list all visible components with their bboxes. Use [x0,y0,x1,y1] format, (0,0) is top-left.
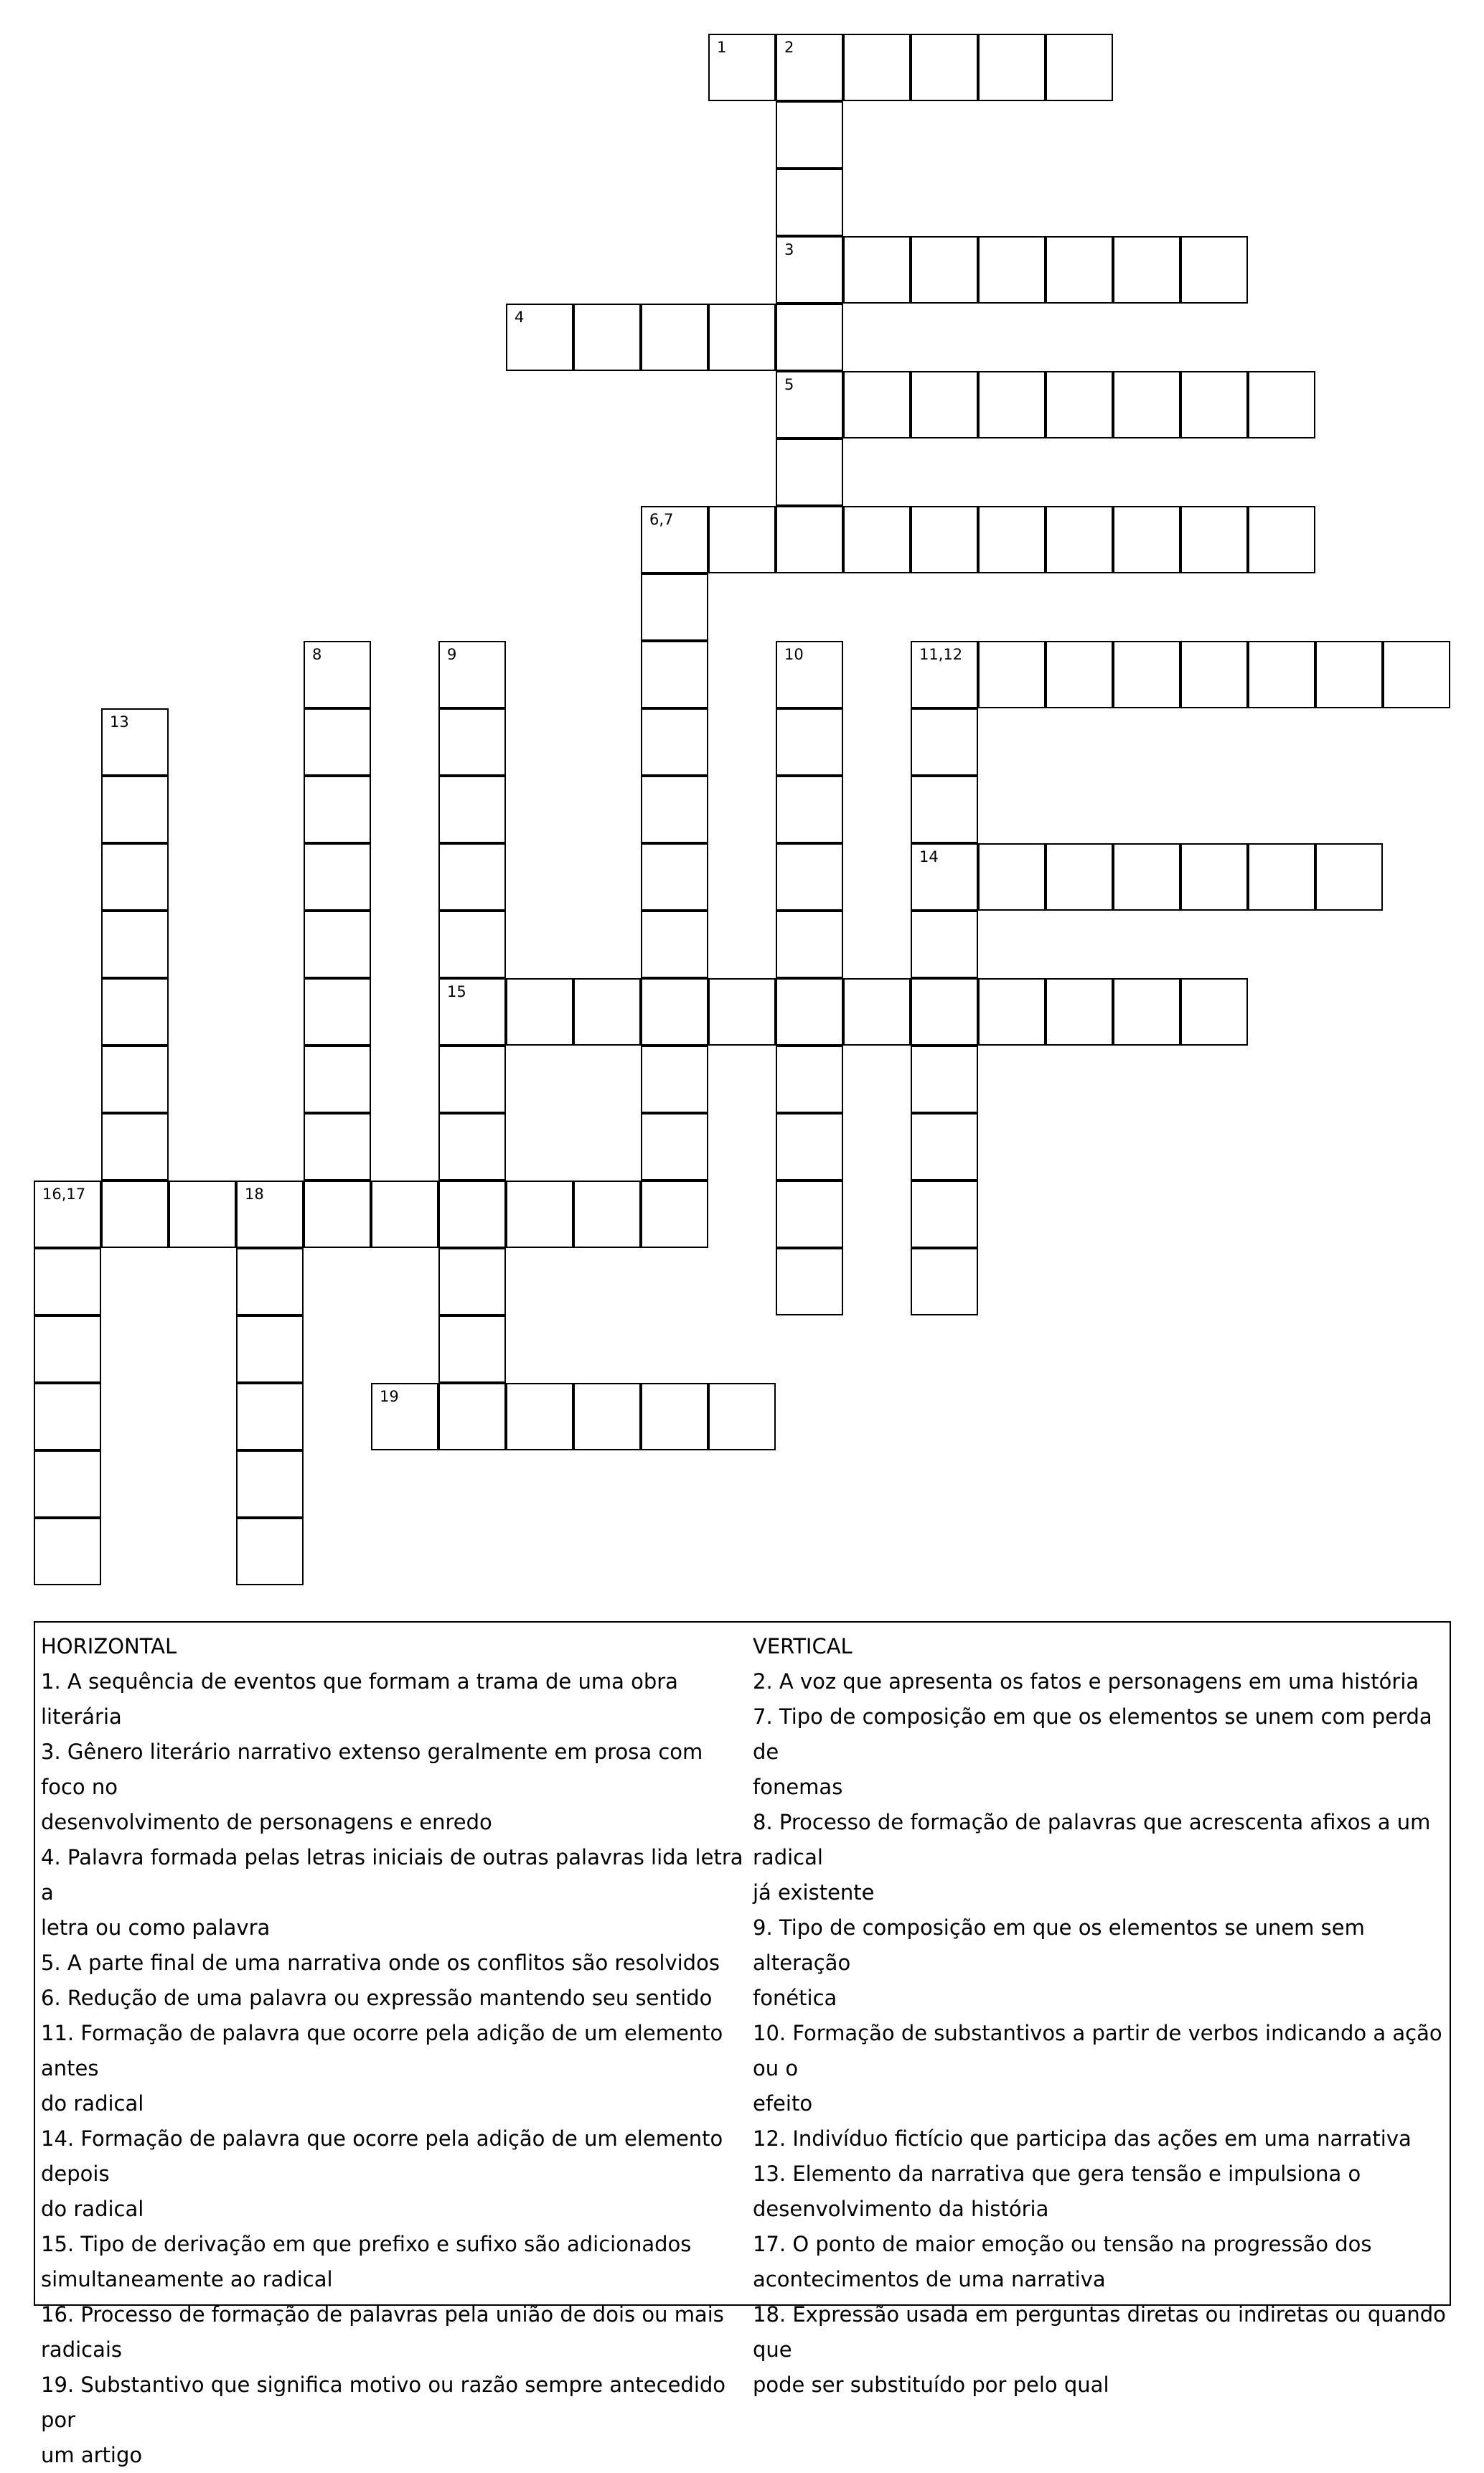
grid-cell[interactable] [911,911,978,978]
grid-cell[interactable] [236,1518,304,1585]
grid-cell[interactable] [34,1383,101,1450]
grid-cell[interactable] [776,911,843,978]
grid-cell[interactable] [304,978,371,1046]
grid-cell[interactable] [978,236,1046,304]
grid-cell[interactable] [506,1383,573,1450]
vertical-clues [753,1629,1449,2403]
clue-number: 19 [380,1388,399,1405]
grid-cell[interactable] [1180,371,1248,438]
grid-cell[interactable] [506,304,573,371]
grid-cell[interactable] [641,1046,708,1113]
clue-line: radicais [41,2337,123,2362]
clue-number: 13 [110,713,129,731]
grid-cell[interactable] [1113,641,1180,708]
grid-cell[interactable] [236,1248,304,1315]
grid-cell[interactable] [1046,641,1113,708]
grid-cell[interactable] [641,978,708,1046]
grid-cell[interactable] [1046,34,1113,101]
clue-line: simultaneamente ao radical [41,2267,333,2291]
clues-box [34,1621,1451,2467]
grid-cell[interactable] [776,304,843,371]
grid-cell[interactable] [101,843,169,911]
clue-line: 2. A voz que apresenta os fatos e personagens em uma história [753,1669,1419,1694]
clue-line: 15. Tipo de derivação em que prefixo e sufixo são adicionados [41,2232,692,2256]
grid-cell[interactable] [34,1518,101,1585]
clue-line: 1. A sequência de eventos que formam a trama de uma obra literária [41,1669,678,1729]
grid-cell[interactable] [978,34,1046,101]
clue-line: 13. Elemento da narrativa que gera tensão e impulsiona o [753,2162,1361,2186]
clue-line: já existente [753,1880,875,1905]
clue-line: 11. Formação de palavra que ocorre pela adição de um elemento antes [41,2021,723,2080]
grid-cell[interactable] [304,843,371,911]
grid-cell[interactable] [641,573,708,641]
grid-cell[interactable] [978,978,1046,1046]
grid-cell[interactable] [911,236,978,304]
grid-cell[interactable] [911,776,978,843]
clue-line: 10. Formação de substantivos a partir de verbos indicando a ação ou o [753,2021,1442,2080]
grid-cell[interactable] [641,911,708,978]
clue-line: desenvolvimento de personagens e enredo [41,1810,492,1834]
clue-line: 7. Tipo de composição em que os elementos se unem com perda de [753,1704,1432,1764]
grid-cell[interactable] [438,708,506,776]
grid-cell[interactable] [304,708,371,776]
grid-cell[interactable] [438,1383,506,1450]
grid-cell[interactable] [911,34,978,101]
clue-line: um artigo [41,2443,143,2467]
grid-cell[interactable] [169,1181,236,1248]
clue-line: 6. Redução de uma palavra ou expressão mantendo seu sentido [41,1986,713,2010]
grid-cell[interactable] [978,371,1046,438]
grid-cell[interactable] [1180,843,1248,911]
grid-cell[interactable] [101,911,169,978]
clue-heading: HORIZONTAL [41,1634,177,1658]
clue-line: 9. Tipo de composição em que os elementos se unem sem alteração [753,1915,1365,1975]
grid-cell[interactable] [506,1181,573,1248]
grid-cell[interactable] [776,101,843,169]
clue-line: fonemas [753,1775,843,1799]
grid-cell[interactable] [438,1046,506,1113]
grid-cell[interactable] [776,34,843,101]
grid-cell[interactable] [236,1383,304,1450]
grid-cell[interactable] [911,506,978,573]
clue-line: 14. Formação de palavra que ocorre pela adição de um elemento depois [41,2126,723,2186]
grid-cell[interactable] [438,911,506,978]
grid-cell[interactable] [34,1450,101,1518]
clue-line: 16. Processo de formação de palavras pela união de dois ou mais [41,2302,724,2327]
grid-cell[interactable] [101,978,169,1046]
grid-cell[interactable] [776,236,843,304]
grid-cell[interactable] [641,1181,708,1248]
clue-number: 9 [447,646,457,663]
clue-heading: VERTICAL [753,1634,853,1658]
clue-line: letra ou como palavra [41,1915,271,1940]
grid-cell[interactable] [843,506,911,573]
grid-cell[interactable] [776,438,843,506]
grid-cell[interactable] [438,1113,506,1181]
clue-line: 12. Indivíduo fictício que participa das ações em uma narrativa [753,2126,1412,2151]
grid-cell[interactable] [1113,236,1180,304]
grid-cell[interactable] [101,1113,169,1181]
grid-cell[interactable] [911,641,978,708]
grid-cell[interactable] [438,1181,506,1248]
grid-cell[interactable] [776,776,843,843]
horizontal-clues [41,1629,751,2473]
clue-number: 10 [784,646,804,663]
clue-number: 14 [919,848,939,865]
grid-cell[interactable] [506,978,573,1046]
grid-cell[interactable] [708,978,776,1046]
grid-cell[interactable] [641,641,708,708]
grid-cell[interactable] [101,708,169,776]
grid-cell[interactable] [641,776,708,843]
grid-cell[interactable] [776,1248,843,1315]
grid-cell[interactable] [1315,641,1383,708]
grid-cell[interactable] [911,978,978,1046]
clue-line: 4. Palavra formada pelas letras iniciais de outras palavras lida letra a [41,1845,743,1905]
grid-cell[interactable] [1046,506,1113,573]
grid-cell[interactable] [776,371,843,438]
grid-cell[interactable] [776,506,843,573]
grid-cell[interactable] [101,776,169,843]
clue-number: 15 [447,983,466,1000]
grid-cell[interactable] [1113,843,1180,911]
clue-line: pode ser substituído por pelo qual [753,2373,1109,2397]
grid-cell[interactable] [1113,506,1180,573]
grid-cell[interactable] [1383,641,1450,708]
clue-number: 18 [245,1186,264,1203]
grid-cell[interactable] [911,843,978,911]
grid-cell[interactable] [708,1383,776,1450]
grid-cell[interactable] [573,304,641,371]
clue-number: 4 [515,309,525,326]
clue-line: acontecimentos de uma narrativa [753,2267,1106,2291]
grid-cell[interactable] [911,1181,978,1248]
grid-cell[interactable] [438,843,506,911]
grid-cell[interactable] [911,1046,978,1113]
grid-cell[interactable] [911,1113,978,1181]
grid-cell[interactable] [573,978,641,1046]
clue-number: 6,7 [649,511,674,528]
clue-line: fonética [753,1986,837,2010]
grid-cell[interactable] [1046,236,1113,304]
grid-cell[interactable] [776,978,843,1046]
grid-cell[interactable] [776,708,843,776]
clue-line: do radical [41,2091,144,2116]
grid-cell[interactable] [101,1046,169,1113]
grid-cell[interactable] [236,1450,304,1518]
grid-cell[interactable] [978,843,1046,911]
grid-cell[interactable] [438,1248,506,1315]
grid-cell[interactable] [304,1181,371,1248]
grid-cell[interactable] [776,1181,843,1248]
grid-cell[interactable] [843,371,911,438]
grid-cell[interactable] [304,1046,371,1113]
grid-cell[interactable] [776,641,843,708]
grid-cell[interactable] [776,1046,843,1113]
grid-cell[interactable] [911,1248,978,1315]
grid-cell[interactable] [843,236,911,304]
grid-cell[interactable] [304,911,371,978]
grid-cell[interactable] [911,708,978,776]
clue-number: 2 [784,39,794,56]
grid-cell[interactable] [776,843,843,911]
grid-cell[interactable] [371,1383,438,1450]
grid-cell[interactable] [371,1181,438,1248]
grid-cell[interactable] [34,1248,101,1315]
grid-cell[interactable] [1113,978,1180,1046]
grid-cell[interactable] [641,708,708,776]
clue-line: 3. Gênero literário narrativo extenso geralmente em prosa com foco no [41,1740,703,1799]
grid-cell[interactable] [843,978,911,1046]
grid-cell[interactable] [1315,843,1383,911]
grid-cell[interactable] [34,1181,101,1248]
grid-cell[interactable] [438,978,506,1046]
grid-cell[interactable] [978,506,1046,573]
clue-line: 19. Substantivo que significa motivo ou razão sempre antecedido por [41,2373,726,2432]
grid-cell[interactable] [573,1383,641,1450]
grid-cell[interactable] [641,1383,708,1450]
grid-cell[interactable] [708,506,776,573]
grid-cell[interactable] [708,34,776,101]
grid-cell[interactable] [776,1113,843,1181]
grid-cell[interactable] [641,304,708,371]
grid-cell[interactable] [776,169,843,236]
grid-cell[interactable] [1180,641,1248,708]
clue-line: desenvolvimento da história [753,2197,1049,2221]
clue-line: 8. Processo de formação de palavras que acrescenta afixos a um radical [753,1810,1431,1869]
grid-cell[interactable] [438,1315,506,1383]
grid-cell[interactable] [978,641,1046,708]
grid-cell[interactable] [1046,978,1113,1046]
clue-number: 11,12 [919,646,963,663]
grid-cell[interactable] [101,1181,169,1248]
grid-cell[interactable] [911,371,978,438]
grid-cell[interactable] [641,506,708,573]
clue-number: 8 [312,646,322,663]
grid-cell[interactable] [236,1181,304,1248]
grid-cell[interactable] [304,776,371,843]
clue-number: 3 [784,241,794,258]
grid-cell[interactable] [1248,371,1315,438]
grid-cell[interactable] [1046,371,1113,438]
grid-cell[interactable] [1180,978,1248,1046]
grid-cell[interactable] [641,1113,708,1181]
clue-line: 5. A parte final de uma narrativa onde os conflitos são resolvidos [41,1951,720,1975]
clue-number: 1 [717,39,727,56]
grid-cell[interactable] [1180,506,1248,573]
grid-cell[interactable] [708,304,776,371]
clue-number: 16,17 [42,1186,86,1203]
grid-cell[interactable] [1248,641,1315,708]
grid-cell[interactable] [438,641,506,708]
grid-cell[interactable] [236,1315,304,1383]
grid-cell[interactable] [304,1113,371,1181]
grid-cell[interactable] [573,1181,641,1248]
clue-line: 17. O ponto de maior emoção ou tensão na progressão dos [753,2232,1372,2256]
grid-cell[interactable] [843,34,911,101]
grid-cell[interactable] [1248,843,1315,911]
clue-number: 5 [784,376,794,393]
grid-cell[interactable] [641,843,708,911]
grid-cell[interactable] [1113,371,1180,438]
grid-cell[interactable] [304,641,371,708]
grid-cell[interactable] [1180,236,1248,304]
clue-line: efeito [753,2091,813,2116]
grid-cell[interactable] [1046,843,1113,911]
grid-cell[interactable] [438,776,506,843]
clue-line: 18. Expressão usada em perguntas diretas ou indiretas ou quando que [753,2302,1446,2362]
grid-cell[interactable] [34,1315,101,1383]
clue-line: do radical [41,2197,144,2221]
grid-cell[interactable] [1248,506,1315,573]
